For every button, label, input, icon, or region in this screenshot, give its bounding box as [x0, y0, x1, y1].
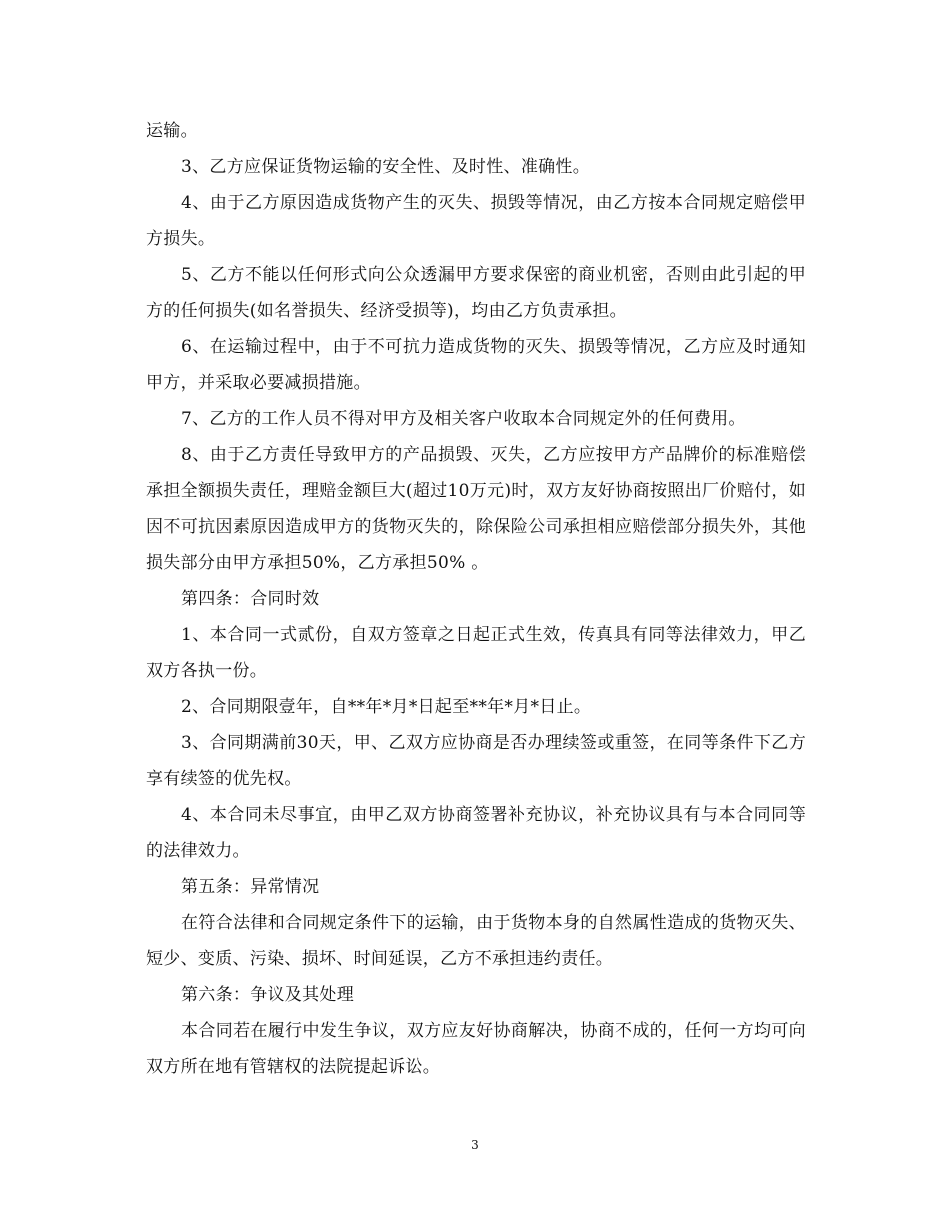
- paragraph: 5、乙方不能以任何形式向公众透漏甲方要求保密的商业机密，否则由此引起的甲方的任何损失(如名誉损失、经济受损等)，均由乙方负责承担。: [146, 265, 806, 321]
- document-body: [146, 113, 806, 1085]
- paragraph: 运输。: [146, 121, 198, 141]
- section-heading: 第六条：争议及其处理: [181, 985, 354, 1005]
- paragraph: 在符合法律和合同规定条件下的运输，由于货物本身的自然属性造成的货物灭失、短少、变质、污染、损坏、时间延误，乙方不承担违约责任。: [146, 913, 806, 969]
- paragraph: 8、由于乙方责任导致甲方的产品损毁、灭失，乙方应按甲方产品牌价的标准赔偿承担全额损失责任，理赔金额巨大(超过10万元)时，双方友好协商按照出厂价赔付，如因不可抗因素原因造成甲方的货物灭失的，除保险公司承担相应赔偿部分损失外，其他损失部分由甲方承担50%，乙方承担50% 。: [146, 445, 806, 573]
- paragraph: 3、乙方应保证货物运输的安全性、及时性、准确性。: [181, 157, 591, 177]
- paragraph: 本合同若在履行中发生争议，双方应友好协商解决，协商不成的，任何一方均可向双方所在地有管辖权的法院提起诉讼。: [146, 1021, 806, 1077]
- page-number: 3: [471, 1138, 479, 1152]
- paragraph: 3、合同期满前30天，甲、乙双方应协商是否办理续签或重签，在同等条件下乙方享有续签的优先权。: [146, 733, 806, 789]
- paragraph: 4、由于乙方原因造成货物产生的灭失、损毁等情况，由乙方按本合同规定赔偿甲方损失。: [146, 193, 806, 249]
- section-heading: 第四条：合同时效: [181, 589, 320, 609]
- paragraph: 6、在运输过程中，由于不可抗力造成货物的灭失、损毁等情况，乙方应及时通知甲方，并采取必要减损措施。: [146, 337, 806, 393]
- paragraph: 4、本合同未尽事宜，由甲乙双方协商签署补充协议，补充协议具有与本合同同等的法律效力。: [146, 805, 806, 861]
- paragraph: 2、合同期限壹年，自**年*月*日起至**年*月*日止。: [181, 697, 592, 717]
- section-heading: 第五条：异常情况: [181, 877, 320, 897]
- paragraph: 7、乙方的工作人员不得对甲方及相关客户收取本合同规定外的任何费用。: [181, 409, 746, 429]
- paragraph: 1、本合同一式贰份，自双方签章之日起正式生效，传真具有同等法律效力，甲乙双方各执一份。: [146, 625, 806, 681]
